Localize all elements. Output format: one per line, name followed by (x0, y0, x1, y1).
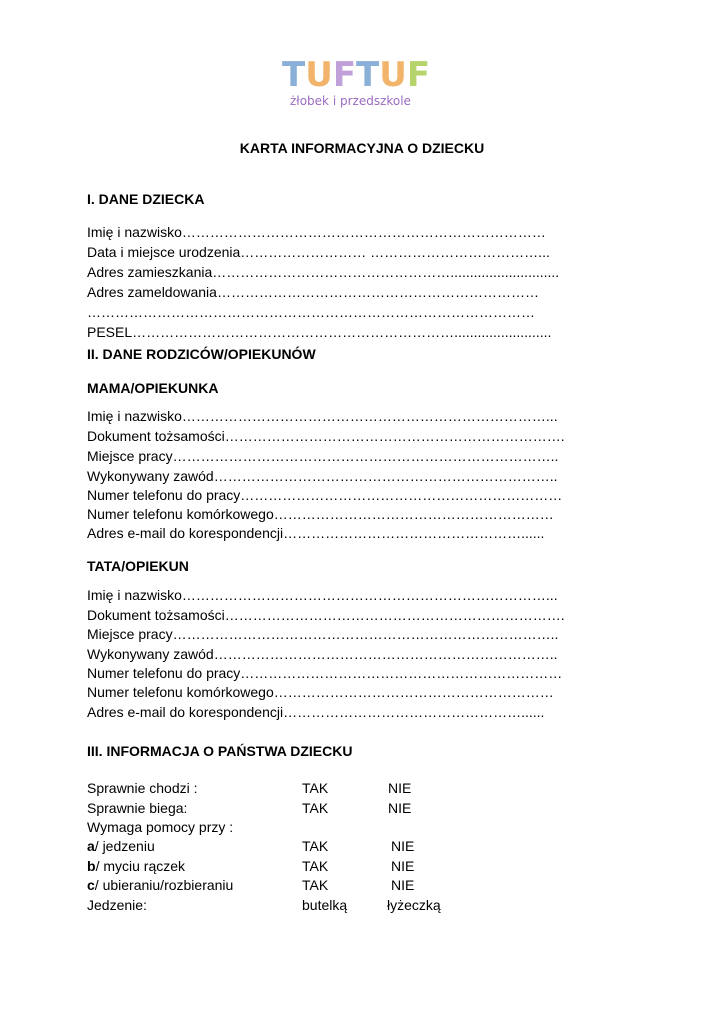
section-heading-child-data: I. DANE DZIECKA (87, 191, 205, 207)
option-no[interactable]: NIE (388, 780, 412, 796)
question-label: Sprawnie chodzi : (87, 780, 198, 796)
logo (282, 55, 442, 124)
option-no[interactable]: NIE (391, 858, 415, 874)
field-line: Imię i nazwisko…………………………………………………………………… (87, 224, 546, 240)
option-yes[interactable]: TAK (302, 800, 329, 816)
option-no[interactable]: NIE (391, 838, 415, 854)
field-line: Adres e-mail do korespondencji……………………………………………...... (87, 704, 545, 720)
option-yes[interactable]: TAK (302, 877, 329, 893)
field-line: Imię i nazwisko……………………………………………………………………... (87, 587, 558, 603)
subheading-mother: MAMA/OPIEKUNKA (87, 380, 219, 396)
question-label: Wymaga pomocy przy : (87, 819, 234, 835)
question-label: Sprawnie biega: (87, 800, 188, 816)
field-line: Wykonywany zawód……………………………………………………………….. (87, 646, 558, 662)
field-line: Dokument tożsamości………………………………………………………………. (87, 428, 565, 444)
logo-letter: F (406, 55, 430, 95)
logo-letter: U (305, 55, 332, 95)
field-line: Imię i nazwisko……………………………………………………………………... (87, 408, 558, 424)
field-line: PESEL……………………………………………………………......................... (87, 324, 552, 340)
logo-wordmark (282, 55, 442, 95)
option-yes[interactable]: TAK (302, 838, 329, 854)
field-line: Adres zamieszkania……………………………………………............................ (87, 264, 560, 280)
question-label: Jedzenie: (87, 897, 147, 913)
option-yes[interactable]: TAK (302, 780, 329, 796)
question-label: b/ myciu rączek (87, 858, 186, 874)
question-label: c/ ubieraniu/rozbieraniu (87, 877, 234, 893)
document-title: KARTA INFORMACYJNA O DZIECKU (239, 140, 485, 156)
option-bottle[interactable]: butelką (302, 897, 348, 913)
field-line: Data i miejsce urodzenia……………………… ………………………………... (87, 244, 550, 260)
field-line: Numer telefonu do pracy…………………………………………………………… (87, 487, 563, 503)
field-line: Dokument tożsamości………………………………………………………………. (87, 607, 565, 623)
logo-letter: T (282, 55, 305, 95)
field-line: Wykonywany zawód……………………………………………………………….. (87, 468, 558, 484)
section-heading-child-info: III. INFORMACJA O PAŃSTWA DZIECKU (87, 743, 353, 759)
field-line: Miejsce pracy……………………………………………………………………….. (87, 448, 559, 464)
option-no[interactable]: NIE (388, 800, 412, 816)
field-line: Numer telefonu komórkowego…………………………………………………… (87, 684, 554, 700)
subheading-father: TATA/OPIEKUN (87, 558, 189, 574)
field-line: Adres zameldowania…………………………………………………………… (87, 284, 539, 300)
field-line: Numer telefonu do pracy…………………………………………………………… (87, 665, 563, 681)
field-line: Miejsce pracy……………………………………………………………………….. (87, 626, 559, 642)
logo-letter: F (332, 55, 356, 95)
logo-subtitle: żłobek i przedszkole (290, 94, 411, 108)
option-spoon[interactable]: łyżeczką (387, 897, 441, 913)
logo-letter: T (356, 55, 379, 95)
logo-letter: U (379, 55, 406, 95)
field-line: Numer telefonu komórkowego…………………………………………………… (87, 506, 554, 522)
field-line: Adres e-mail do korespondencji……………………………………………...... (87, 525, 545, 541)
section-heading-parents: II. DANE RODZICÓW/OPIEKUNÓW (87, 346, 316, 362)
option-no[interactable]: NIE (391, 877, 415, 893)
question-label: a/ jedzeniu (87, 838, 155, 854)
field-line: …………………………………………………………………………………… (87, 304, 535, 320)
option-yes[interactable]: TAK (302, 858, 329, 874)
